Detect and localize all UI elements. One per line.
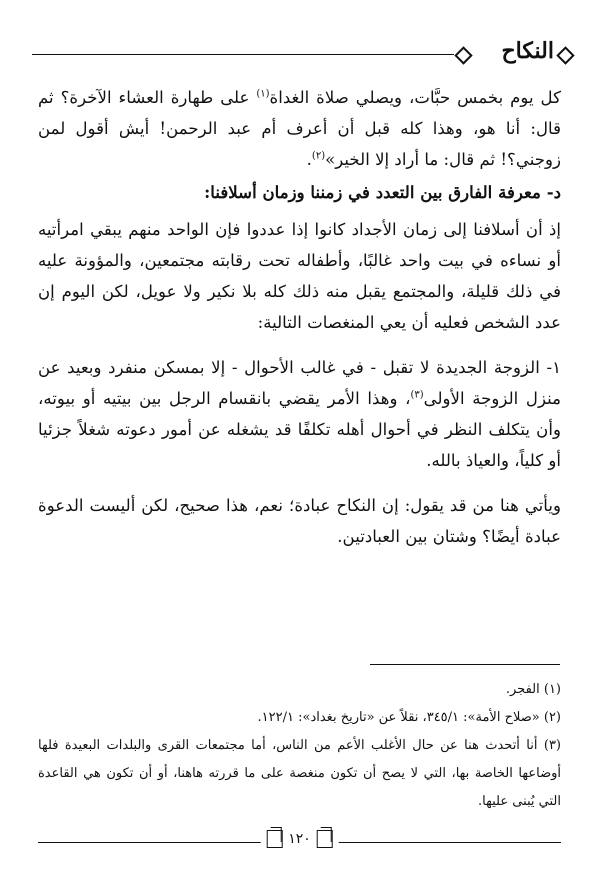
- footnote-ref: (٣): [410, 389, 424, 401]
- paragraph-text: على طهارة العشاء الآخرة؟ ثم قال: أنا هو، وهذا كله قبل أن أعرف أم عبد الرحمن! أيش أقول لمن زوجني؟! ثم قال: ما أراد إلا الخير»: [38, 88, 561, 169]
- paragraph-worship: ويأتي هنا من قد يقول: إن النكاح عبادة؛ نعم، هذا صحيح، لكن أليست الدعوة عبادة أيضًا؟ وشتان بين العبادتين.: [38, 496, 561, 546]
- book-icon: [266, 830, 282, 848]
- paragraph-ancestors: إذ أن أسلافنا إلى زمان الأجداد كانوا إذا عددوا فإن الواحد منهم يبقي امرأتيه أو نساءه في بيت واحد غالبًا، وأطفاله تحت رقابته مجتمعين، والمؤونة عليه في ذلك قليلة، والمجتمع يقبل منه ذلك كله بلا نكير ولا عويل، لكن اليوم إن عدد الشخص فعليه أن يعي المنغصات التالية:: [38, 220, 561, 332]
- footnote-1: (١) الفجر.: [505, 682, 561, 697]
- paragraph-text: ، وهذا الأمر يقضي بانقسام الرجل بين بيتيه أو بيوته، وأن يتكلف النظر في أحوال أهله تكلفًا قد يشغله عن أمور دعوته شغلاً جزئيا أو كلياً، والعياذ بالله.: [38, 389, 561, 470]
- footnote-separator: [370, 664, 560, 665]
- ornament-diamond-icon: [556, 46, 574, 64]
- paragraph-text: ١- الزوجة الجديدة لا تقبل - في غالب الأحوال - إلا بمسكن منفرد وبعيد عن منزل الزوجة الأولى: [38, 358, 561, 408]
- paragraph-quote: [38, 82, 561, 175]
- paragraph-text: كل يوم بخمس حبَّات، ويصلي صلاة الغداة: [269, 88, 561, 107]
- main-text: [38, 82, 561, 552]
- ornament-diamond-icon: [454, 46, 472, 64]
- page-header: [32, 34, 572, 78]
- header-rule: [32, 54, 454, 55]
- page-number-box: [260, 830, 339, 848]
- footnote-ref: (٢): [311, 150, 326, 162]
- chapter-title: النكاح: [501, 38, 554, 64]
- footnote-2: (٢) «صلاح الأمة»: ٣٤٥/١، نقلاً عن «تاريخ بغداد»: ١٢٢/١.: [257, 710, 561, 725]
- paragraph-point-one: [38, 352, 561, 476]
- footnote-3: (٣) أنا أتحدث هنا عن حال الأغلب الأعم من الناس، أما مجتمعات القرى والبلدات البعيدة فلها أوضاعها الخاصة بها، التي لا يصح أن تكون منغصة على ما قررته هاهنا، أو أن تكون هي القاعدة التي يُبنى عليها.: [38, 738, 561, 809]
- footnote-ref: (١): [256, 88, 270, 100]
- section-heading: د- معرفة الفارق بين التعدد في زمننا وزمان أسلافنا:: [204, 182, 561, 202]
- footnotes: [38, 676, 561, 816]
- page-footer: [38, 828, 561, 868]
- book-icon: [317, 830, 333, 848]
- page-number: ١٢٠: [288, 831, 311, 847]
- paragraph-text: .: [306, 150, 312, 169]
